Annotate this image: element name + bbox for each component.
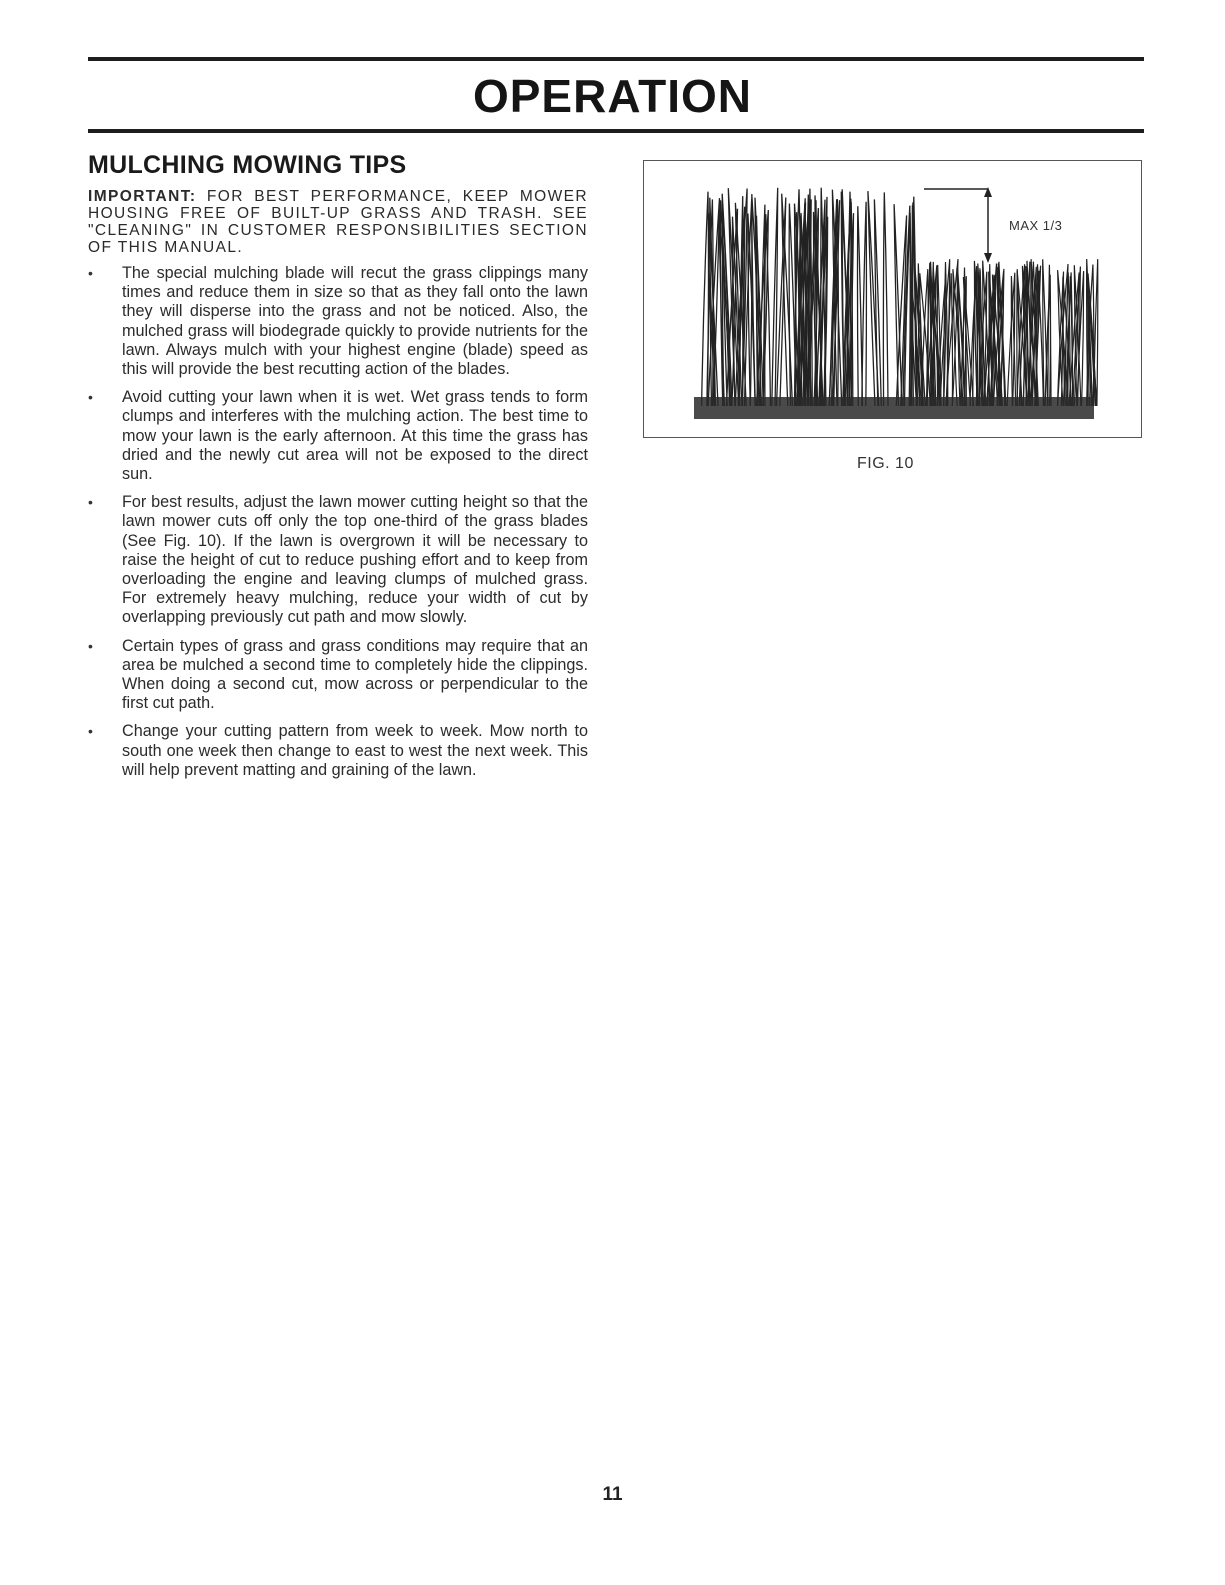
grass-blade xyxy=(862,202,867,406)
figure-box xyxy=(643,160,1142,438)
cut-grass-blades xyxy=(910,259,1098,406)
bullet-icon: • xyxy=(88,389,93,406)
grass-blade xyxy=(772,188,778,406)
tips-list xyxy=(88,264,588,780)
text-column xyxy=(88,150,588,789)
bullet-icon: • xyxy=(88,494,93,511)
important-text: FOR BEST PERFORMANCE, KEEP MOWER HOUSING FREE OF BUILT-UP GRASS AND TRASH. SEE "CLEANING" IN CUSTOMER RESPONSIBILITIES SECTION OF THIS MANUAL. xyxy=(88,188,588,256)
arrow-down-icon xyxy=(984,253,992,263)
max-label: MAX 1/3 xyxy=(1009,218,1063,233)
tip-text: Avoid cutting your lawn when it is wet. Wet grass tends to form clumps and interferes with the mulching action. The best time to mow your lawn is the early afternoon. At this time the grass has dried and the newly cut area will not be exposed to the direct sun. xyxy=(122,388,588,484)
tall-grass-blades xyxy=(702,188,918,406)
important-label: IMPORTANT: xyxy=(88,188,197,205)
important-note xyxy=(88,188,588,256)
list-item xyxy=(88,637,588,714)
bullet-icon: • xyxy=(88,265,93,281)
list-item xyxy=(88,493,588,627)
header-rule-top xyxy=(88,57,1144,61)
figure-caption: FIG. 10 xyxy=(857,455,914,472)
tip-text: For best results, adjust the lawn mower cutting height so that the lawn mower cuts off only the top one-third of the grass blades (See Fig. 10). If the lawn is overgrown it will be necessary to raise the height of cut to reduce pushing effort and to keep from overloading the engine and leaving clumps of mulched grass. For extremely heavy mulching, reduce your width of cut by overlapping previously cut path and mow slowly. xyxy=(122,493,588,627)
tip-text: The special mulching blade will recut the grass clippings many times and reduce them in size so that as they fall onto the lawn they will disperse into the grass and not be noticed. Also, the mulched grass will biodegrade quickly to provide nutrients for the lawn. Always mulch with your highest engine (blade) speed as this will provide the best recutting action of the blades. xyxy=(122,264,588,379)
bullet-icon: • xyxy=(88,723,93,740)
tip-text: Change your cutting pattern from week to week. Mow north to south one week then change to east to west the next week. This will help prevent matting and graining of the lawn. xyxy=(122,722,588,779)
header-rule-bottom xyxy=(88,129,1144,133)
grass-blade xyxy=(883,192,888,406)
grass-illustration xyxy=(644,161,1141,437)
tip-text: Certain types of grass and grass conditions may require that an area be mulched a second time to completely hide the clippings. When doing a second cut, mow across or perpendicular to the first cut path. xyxy=(122,636,588,713)
list-item xyxy=(88,722,588,780)
page-title: OPERATION xyxy=(472,70,753,122)
page-number: 11 xyxy=(602,1484,623,1505)
section-heading: MULCHING MOWING TIPS xyxy=(88,151,407,179)
bullet-icon: • xyxy=(88,637,93,654)
grass-blade xyxy=(702,192,709,406)
list-item xyxy=(88,388,588,484)
list-item xyxy=(88,264,588,379)
grass-base xyxy=(694,397,1094,419)
